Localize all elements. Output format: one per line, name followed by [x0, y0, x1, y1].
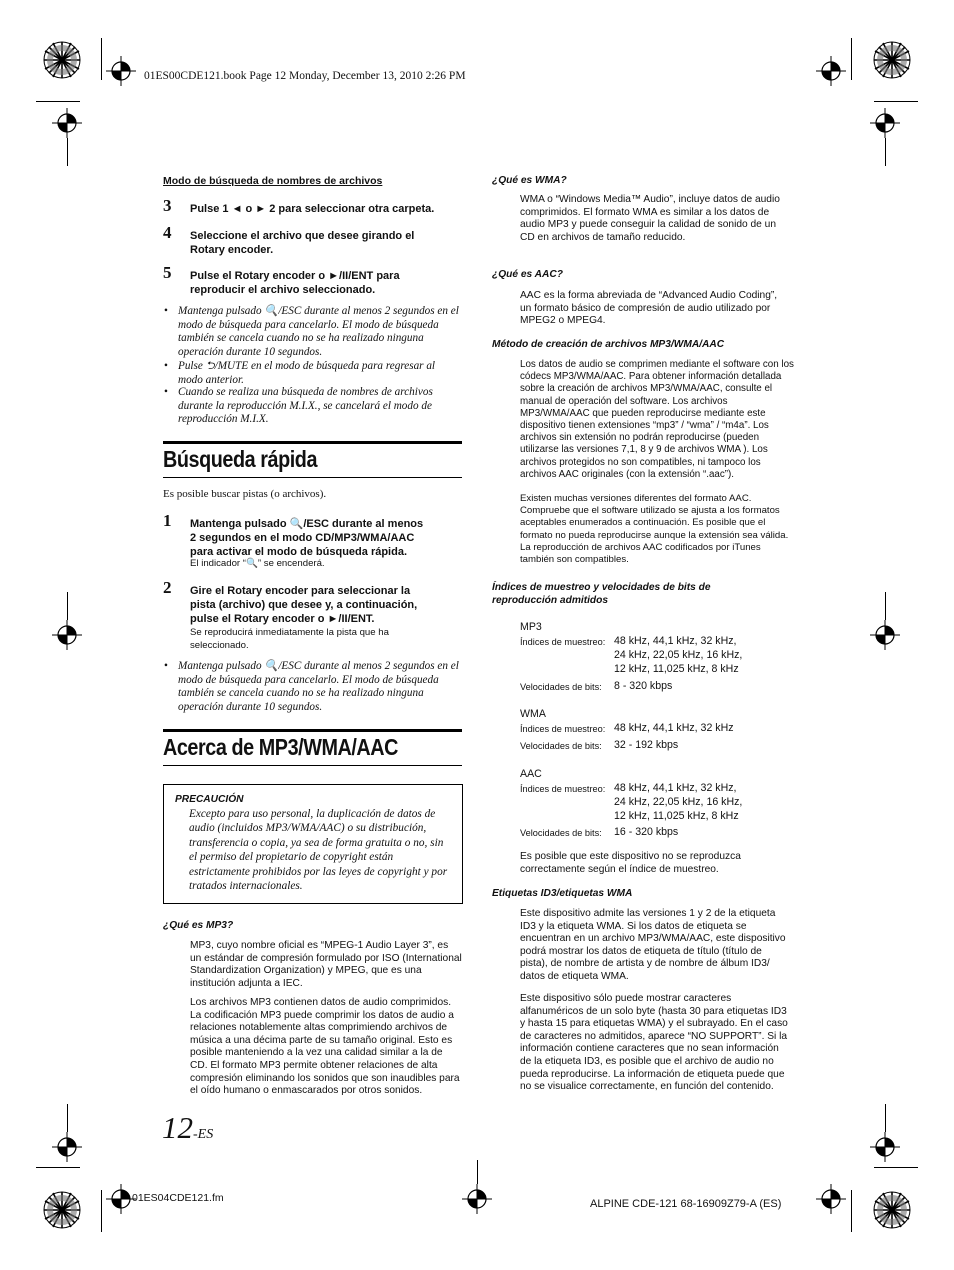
step-note: Se reproducirá inmediatamente la pista que ha seleccionado.	[190, 627, 389, 651]
crop-line	[885, 1104, 886, 1132]
crop-line	[67, 138, 68, 166]
bitrate-value: 16 - 320 kbps	[614, 826, 679, 838]
crop-line	[851, 1190, 852, 1232]
crosshair-mark	[106, 56, 136, 86]
mp3-paragraph: MP3, cuyo nombre oficial es “MPEG-1 Audio Layer 3”, es un estándar de compresión formulado por ISO (International Standardization Organization) y MPEG, que es una institución adjunta a IEC.	[190, 940, 462, 989]
format-name: WMA	[520, 708, 546, 720]
crosshair-mark	[870, 620, 900, 650]
step-text: Pulse 1 ◄ o ► 2 para seleccionar otra carpeta.	[190, 203, 435, 215]
crosshair-mark	[52, 1132, 82, 1162]
crop-line	[874, 101, 918, 102]
format-name: MP3	[520, 621, 542, 633]
crop-line	[101, 38, 102, 80]
heading-rule	[163, 441, 462, 444]
search-mode-subhead: Modo de búsqueda de nombres de archivos	[163, 175, 383, 187]
step-text: Gire el Rotary encoder para seleccionar la pista (archivo) que desee y, a continuación, pulse el Rotary encoder o ►/II/ENT.	[190, 585, 418, 625]
note-bullet: • Mantenga pulsado 🔍/ESC durante al menos 2 segundos en el modo de búsqueda para cancelarlo. El modo de búsqueda también se cancela cuando no se ha realizado ninguna operación durante 10 segundos.	[164, 660, 459, 713]
quick-search-intro: Es posible buscar pistas (o archivos).	[163, 488, 327, 500]
caution-title: PRECAUCIÓN	[175, 794, 244, 805]
crop-line	[851, 38, 852, 80]
bitrate-value: 8 - 320 kbps	[614, 680, 673, 692]
step-text: Seleccione el archivo que desee girando el Rotary encoder.	[190, 230, 415, 256]
footer-product-code: ALPINE CDE-121 68-16909Z79-A (ES)	[590, 1198, 782, 1210]
book-info-header: 01ES00CDE121.book Page 12 Monday, December 13, 2010 2:26 PM	[144, 70, 466, 82]
mp3-heading: ¿Qué es MP3?	[163, 920, 234, 931]
step-text: Mantenga pulsado 🔍/ESC durante al menos 2 segundos en el modo CD/MP3/WMA/AAC para activar el modo de búsqueda rápida.	[190, 518, 424, 558]
crosshair-mark	[462, 1184, 492, 1214]
section-heading-quick-search: Búsqueda rápida	[163, 446, 318, 472]
step-note: El indicador “🔍” se encenderá.	[190, 558, 325, 569]
registration-mark-top-right	[872, 40, 912, 80]
registration-mark-top-left	[42, 40, 82, 80]
bitrate-label: Velocidades de bits:	[520, 682, 602, 692]
crop-line	[874, 1167, 918, 1168]
step-number: 2	[163, 578, 172, 597]
bitrate-label: Velocidades de bits:	[520, 741, 602, 751]
crop-line	[67, 1104, 68, 1132]
id3-paragraph: Este dispositivo admite las versiones 1 y 2 de la etiqueta ID3 y la etiqueta WMA. Si los datos de etiqueta se encuentran en un archivo MP3/WMA/AAC, este dispositivo podrá mostrar los datos de etiqueta de título (título de pista), de nombre de artista y de nombre de álbum ID3/ datos de etiqueta WMA.	[520, 908, 786, 982]
crosshair-mark	[52, 108, 82, 138]
bitrate-value: 32 - 192 kbps	[614, 739, 679, 751]
caution-box	[163, 784, 463, 904]
step-number: 3	[163, 196, 172, 215]
sampling-values: 48 kHz, 44,1 kHz, 32 kHz	[614, 722, 734, 734]
step-number: 4	[163, 223, 172, 242]
method-paragraph: Los datos de audio se comprimen mediante el software con los códecs MP3/WMA/AAC. Para obtener información detallada sobre la creación de archivos MP3/WMA/AAC, consulte el manual de operación del software. Los archivos MP3/WMA/AAC que pueden reproducirse mediante este dispositivo tienen extensiones “mp3” / “wma” / “m4a”. Los archivos sin extensión no podrán reproducirse (pueden utilizarse las versiones 7,1, 8 y 9 de archivos WMA ). Los archivos protegidos no son compatibles, ni tampoco los archivos AAC originales (con la extensión “.aac”).	[520, 359, 794, 480]
id3-heading: Etiquetas ID3/etiquetas WMA	[492, 888, 633, 899]
note-bullet: • Mantenga pulsado 🔍/ESC durante al menos 2 segundos en el modo de búsqueda para cancelarlo. El modo de búsqueda también se cancela cuando no se ha realizado ninguna operación durante 10 segundos.	[164, 305, 459, 358]
id3-paragraph: Este dispositivo sólo puede mostrar caracteres alfanuméricos de un solo byte (hasta 30 para etiquetas ID3 y hasta 15 para etiquetas WMA) y el subrayado. En el caso de caracteres no admitidos, aparece “NO SUPPORT”. Si la información contiene caracteres que no sean información de la etiqueta ID3, es posible que el archivo de audio no pueda reproducirse. La información de etiqueta puede que no se visualice correctamente, en función del contenido.	[520, 993, 788, 1093]
registration-mark-bottom-left	[42, 1190, 82, 1230]
registration-mark-bottom-right	[872, 1190, 912, 1230]
crop-line	[885, 138, 886, 166]
fm-filename: 01ES04CDE121.fm	[132, 1192, 224, 1204]
caution-text: Excepto para uso personal, la duplicación de datos de audio (incluidos MP3/WMA/AAC) o su distribución, transferencia o copia, ya sea de forma gratuita o no, sin el permiso del propietario de copyright están estrictamente prohibidos por las leyes de copyright y por tratados internacionales.	[189, 808, 448, 893]
wma-paragraph: WMA o “Windows Media™ Audio”, incluye datos de audio comprimidos. El formato WMA es similar a los datos de audio MP3 y puede conseguir la calidad de sonido de un CD en archivos de tamaño reducido.	[520, 194, 780, 243]
crosshair-mark	[816, 56, 846, 86]
crosshair-mark	[816, 1184, 846, 1214]
section-heading-mp3-wma-aac: Acerca de MP3/WMA/AAC	[163, 734, 398, 760]
bitrate-label: Velocidades de bits:	[520, 828, 602, 838]
step-number: 1	[163, 511, 172, 530]
sampling-label: Índices de muestreo:	[520, 637, 606, 647]
sampling-values: 48 kHz, 44,1 kHz, 32 kHz, 24 kHz, 22,05 kHz, 16 kHz, 12 kHz, 11,025 kHz, 8 kHz	[614, 782, 743, 822]
step-number: 5	[163, 263, 172, 282]
crosshair-mark	[52, 620, 82, 650]
crop-line	[885, 592, 886, 620]
method-paragraph: Existen muchas versiones diferentes del formato AAC. Compruebe que el software utilizado se ajusta a los formatos aceptables enumerados a continuación. Es posible que el formato no pueda reproducirse aunque la extensión sea válida. La reproducción de archivos AAC codificados por iTunes también son compatibles.	[520, 493, 789, 566]
note-bullet: • Cuando se realiza una búsqueda de nombres de archivos durante la reproducción M.I.X., se cancelará el modo de reproducción M.I.X.	[164, 386, 433, 426]
note-bullet: • Pulse ⮌/MUTE en el modo de búsqueda para regresar al modo anterior.	[164, 360, 436, 386]
heading-rule	[163, 729, 462, 732]
rates-heading: Índices de muestreo y velocidades de bits de reproducción admitidos	[492, 582, 711, 606]
rates-note: Es posible que este dispositivo no se reproduzca correctamente según el índice de muestreo.	[520, 851, 741, 875]
crosshair-mark	[870, 108, 900, 138]
mp3-paragraph: Los archivos MP3 contienen datos de audio comprimidos. La codificación MP3 puede comprimir los datos de audio a relaciones notablemente altas comprimiendo archivos de música a una décima parte de su tamaño original. Esto es posible manteniendo a la vez una calidad similar a la de CD. El formato MP3 permite obtener relaciones de alta compresión eliminando los sonidos que son inaudibles para el oído humano o enmascarados por otros sonidos.	[190, 997, 460, 1097]
wma-heading: ¿Qué es WMA?	[492, 175, 567, 186]
sampling-label: Índices de muestreo:	[520, 784, 606, 794]
crosshair-mark	[870, 1132, 900, 1162]
heading-rule	[163, 477, 462, 478]
method-heading: Método de creación de archivos MP3/WMA/AAC	[492, 339, 725, 350]
crop-line	[477, 1160, 478, 1184]
format-name: AAC	[520, 768, 542, 780]
aac-heading: ¿Qué es AAC?	[492, 269, 563, 280]
aac-paragraph: AAC es la forma abreviada de “Advanced Audio Coding”, un formato básico de compresión de audio utilizado por MPEG2 o MPEG4.	[520, 290, 778, 327]
crop-line	[36, 101, 80, 102]
crop-line	[36, 1167, 80, 1168]
crop-line	[101, 1190, 102, 1232]
step-text: Pulse el Rotary encoder o ►/II/ENT para reproducir el archivo seleccionado.	[190, 270, 400, 296]
crop-line	[67, 592, 68, 620]
sampling-values: 48 kHz, 44,1 kHz, 32 kHz, 24 kHz, 22,05 kHz, 16 kHz, 12 kHz, 11,025 kHz, 8 kHz	[614, 635, 743, 675]
page-number: 12-ES	[162, 1110, 214, 1145]
heading-rule	[163, 765, 462, 766]
sampling-label: Índices de muestreo:	[520, 724, 606, 734]
